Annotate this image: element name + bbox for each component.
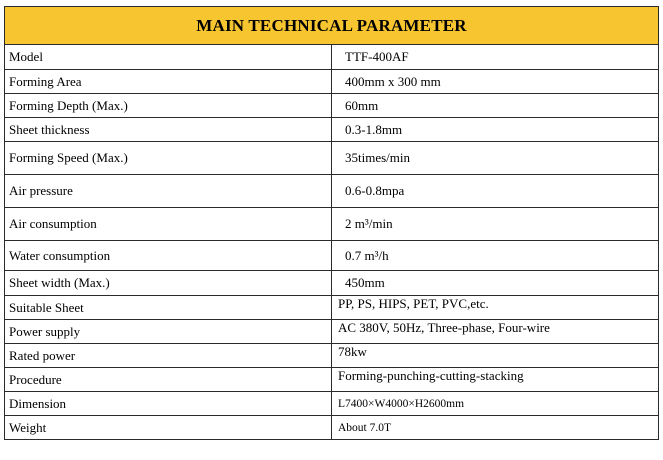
row-value: 60mm [332,94,659,118]
row-label: Water consumption [5,241,332,271]
row-value: 400mm x 300 mm [332,70,659,94]
technical-parameter-table [4,6,659,440]
row-label: Weight [5,416,332,440]
table-row [5,118,659,142]
row-value: L7400×W4000×H2600mm [332,392,659,416]
row-label: Forming Area [5,70,332,94]
row-label: Air pressure [5,175,332,208]
row-label: Procedure [5,368,332,392]
row-label: Rated power [5,344,332,368]
table-row [5,241,659,271]
row-label: Suitable Sheet [5,296,332,320]
row-value: 450mm [332,271,659,296]
row-label: Dimension [5,392,332,416]
row-value [332,368,659,392]
table-row [5,175,659,208]
row-value: About 7.0T [332,416,659,440]
table-row [5,368,659,392]
row-value: 2 m³/min [332,208,659,241]
row-value: TTF-400AF [332,45,659,70]
table-row [5,94,659,118]
row-label: Forming Speed (Max.) [5,142,332,175]
table-row [5,208,659,241]
table-header-row [5,7,659,45]
row-value [332,296,659,320]
row-label: Forming Depth (Max.) [5,94,332,118]
row-value-text: PP, PS, HIPS, PET, PVC,etc. [338,295,489,311]
row-label: Power supply [5,320,332,344]
row-value-text: Forming-punching-cutting-stacking [338,367,524,383]
row-value: 35times/min [332,142,659,175]
row-value-text: 78kw [338,343,367,359]
table-row [5,392,659,416]
table-row [5,70,659,94]
row-value-text: AC 380V, 50Hz, Three-phase, Four-wire [338,319,550,335]
row-label: Sheet width (Max.) [5,271,332,296]
table-row [5,344,659,368]
row-label: Model [5,45,332,70]
row-label: Air consumption [5,208,332,241]
table-row [5,45,659,70]
table-row [5,320,659,344]
row-label: Sheet thickness [5,118,332,142]
row-value: 0.3-1.8mm [332,118,659,142]
row-value [332,320,659,344]
table-title: MAIN TECHNICAL PARAMETER [5,7,659,45]
table-row [5,416,659,440]
table-row [5,271,659,296]
row-value [332,344,659,368]
table-row [5,296,659,320]
table-row [5,142,659,175]
row-value: 0.7 m³/h [332,241,659,271]
row-value: 0.6-0.8mpa [332,175,659,208]
